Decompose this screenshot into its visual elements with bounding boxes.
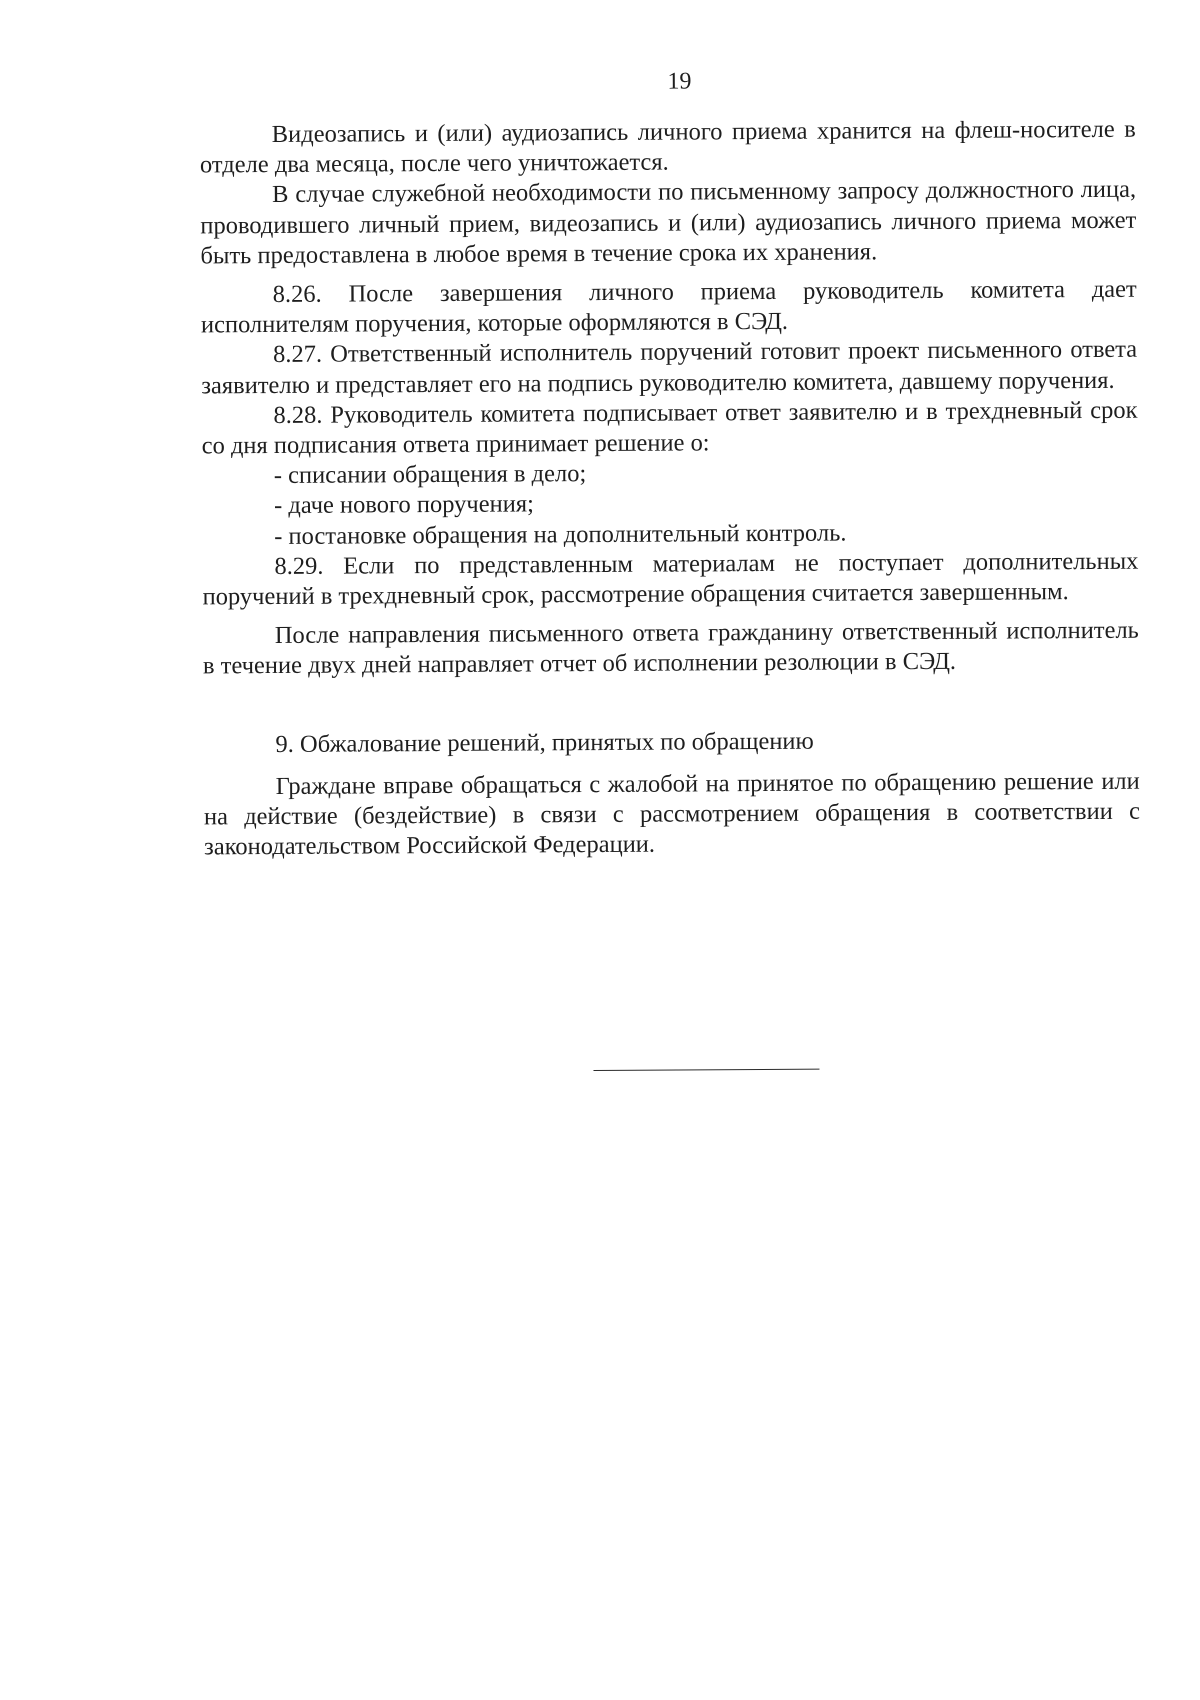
section-9-heading: 9. Обжалование решений, принятых по обращению: [275, 727, 814, 758]
list-item-write-off: - списании обращения в дело;: [273, 460, 587, 490]
paragraph-official-request: В случае служебной необходимости по письменному запросу должностного лица, проводившего личный прием, видеозапись и (или) аудиозапись личного приема может быть предоставлена в любое время в течение срока их хранения.: [200, 176, 1137, 270]
section-9-text: Граждане вправе обращаться с жалобой на принятое по обращению решение или на действие (бездействие) в связи с рассмотрением обращения в соответствии с законодательством Российской Федерации.: [203, 767, 1140, 861]
page-number: 19: [667, 68, 692, 95]
end-divider: [593, 1069, 819, 1071]
document-body: [200, 115, 1141, 863]
list-item-new-order: - даче нового поручения;: [273, 490, 534, 520]
paragraph-report: После направления письменного ответа гражданину ответственный исполнитель в течение двух дней направляет отчет об исполнении резолюции в СЭД.: [202, 616, 1139, 680]
list-item-additional-control: - постановке обращения на дополнительный контроль.: [274, 519, 847, 550]
paragraph-8-28: 8.28. Руководитель комитета подписывает ответ заявителю и в трехдневный срок со дня подписания ответа принимает решение о:: [201, 396, 1138, 460]
paragraph-8-26: 8.26. После завершения личного приема руководитель комитета дает исполнителям поручения, которые оформляются в СЭД.: [200, 275, 1137, 339]
paragraph-8-29: 8.29. Если по представленным материалам не поступает дополнительных поручений в трехдневный срок, рассмотрение обращения считается завершенным.: [202, 547, 1139, 611]
paragraph-video-storage: Видеозапись и (или) аудиозапись личного приема хранится на флеш-носителе в отделе два месяца, после чего уничтожается.: [199, 115, 1136, 179]
paragraph-8-27: 8.27. Ответственный исполнитель поручений готовит проект письменного ответа заявителю и представляет его на подпись руководителю комитета, давшему поручения.: [201, 336, 1138, 400]
